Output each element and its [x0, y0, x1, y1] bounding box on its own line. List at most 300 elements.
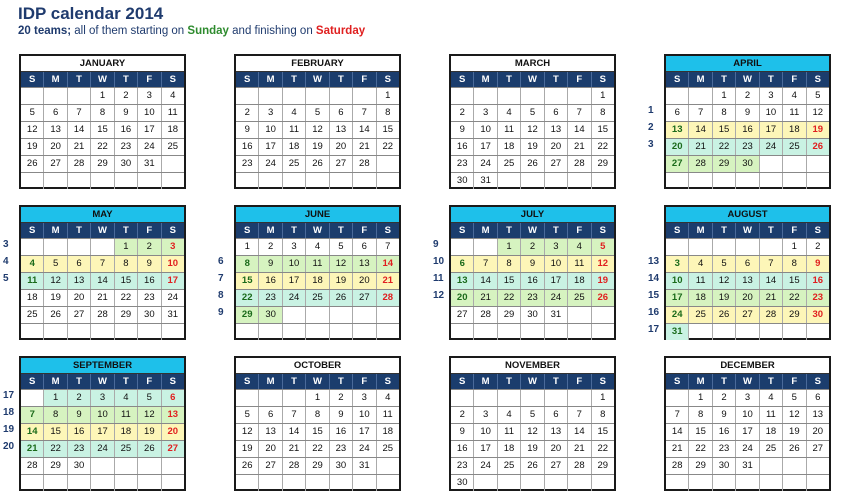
month-title: MARCH — [451, 56, 614, 72]
day-cell: 23 — [451, 458, 474, 474]
day-cell: 14 — [377, 256, 399, 272]
week-row — [666, 474, 829, 491]
weekday-label: M — [44, 223, 67, 238]
day-cell: 7 — [385, 241, 391, 252]
day-cell: 13 — [666, 122, 689, 138]
week-row — [666, 423, 829, 440]
day-cell: 26 — [592, 290, 614, 306]
weekday-header — [451, 223, 614, 238]
day-cell: 1 — [44, 390, 67, 406]
team-number: 11 — [433, 273, 444, 284]
month-title: DECEMBER — [666, 358, 829, 374]
day-cell: 24 — [474, 458, 497, 474]
day-cell: 29 — [689, 458, 712, 474]
weekday-label: S — [21, 223, 44, 238]
day-cell: 11 — [568, 256, 591, 272]
day-cell: 21 — [689, 139, 712, 155]
day-cell — [807, 458, 829, 474]
day-cell: 13 — [812, 409, 824, 420]
day-cell: 11 — [498, 122, 521, 138]
day-cell: 22 — [597, 443, 609, 454]
day-cell: 4 — [21, 256, 44, 272]
subtitle-saturday: Saturday — [315, 25, 366, 37]
day-cell: 26 — [44, 307, 67, 323]
weekday-label: S — [21, 374, 44, 389]
day-cell — [91, 173, 114, 189]
day-cell: 2 — [736, 88, 759, 104]
weekday-label: S — [169, 376, 176, 387]
week-row — [236, 474, 399, 491]
day-cell: 4 — [306, 239, 329, 255]
team-number: 12 — [433, 290, 445, 301]
week-row — [666, 255, 829, 272]
day-cell — [521, 324, 544, 340]
weekday-label: S — [599, 376, 606, 387]
day-cell: 22 — [783, 290, 806, 306]
day-cell: 7 — [91, 256, 114, 272]
team-number: 5 — [3, 273, 9, 284]
day-cell — [21, 239, 44, 255]
month-september — [19, 356, 186, 491]
week-row — [21, 87, 184, 104]
day-cell — [713, 324, 736, 340]
weekday-label: M — [474, 223, 497, 238]
month-july — [449, 205, 616, 340]
day-cell — [353, 475, 376, 491]
week-row — [236, 440, 399, 457]
day-cell: 10 — [474, 122, 497, 138]
weekday-label: S — [814, 74, 821, 85]
day-cell — [44, 324, 67, 340]
weekday-label: T — [713, 374, 736, 389]
day-cell: 19 — [44, 290, 67, 306]
day-cell — [760, 173, 783, 189]
weekday-label: T — [760, 72, 783, 87]
weekday-label: T — [283, 374, 306, 389]
day-cell: 7 — [689, 105, 712, 121]
day-cell — [330, 324, 353, 340]
team-number: 18 — [3, 407, 15, 418]
day-cell: 8 — [783, 256, 806, 272]
day-cell: 12 — [521, 122, 544, 138]
day-cell: 13 — [736, 273, 759, 289]
weekday-label: S — [384, 74, 391, 85]
day-cell — [21, 324, 44, 340]
weekday-label: S — [384, 376, 391, 387]
day-cell — [353, 88, 376, 104]
month-title: FEBRUARY — [236, 56, 399, 72]
day-cell: 12 — [236, 424, 259, 440]
day-cell: 16 — [236, 139, 259, 155]
day-cell: 16 — [736, 122, 759, 138]
month-may — [19, 205, 186, 340]
team-number: 20 — [3, 441, 15, 452]
day-cell: 30 — [330, 458, 353, 474]
day-cell: 23 — [138, 290, 161, 306]
day-cell: 24 — [353, 441, 376, 457]
week-row — [451, 440, 614, 457]
day-cell: 3 — [162, 239, 184, 255]
day-cell: 21 — [353, 139, 376, 155]
weekday-label: F — [783, 223, 806, 238]
day-cell — [568, 475, 591, 491]
week-row — [236, 289, 399, 306]
day-cell: 28 — [21, 458, 44, 474]
weekday-header — [236, 223, 399, 238]
day-cell — [353, 324, 376, 340]
day-cell — [138, 475, 161, 491]
day-cell: 27 — [666, 156, 689, 172]
day-cell: 7 — [283, 407, 306, 423]
day-cell — [760, 156, 783, 172]
day-cell — [236, 173, 259, 189]
day-cell: 1 — [713, 88, 736, 104]
day-cell: 28 — [353, 156, 376, 172]
week-row — [451, 172, 614, 189]
month-august — [664, 205, 831, 340]
day-cell: 6 — [815, 392, 821, 403]
day-cell: 11 — [760, 407, 783, 423]
weekday-label: T — [760, 374, 783, 389]
day-cell: 4 — [283, 105, 306, 121]
day-cell: 3 — [736, 390, 759, 406]
day-cell — [568, 324, 591, 340]
team-number: 3 — [648, 139, 654, 150]
day-cell — [91, 324, 114, 340]
week-row — [236, 457, 399, 474]
weekday-label: W — [521, 374, 544, 389]
week-row — [666, 389, 829, 406]
day-cell — [44, 88, 67, 104]
day-cell — [568, 390, 591, 406]
day-cell — [592, 173, 614, 189]
week-row — [21, 457, 184, 474]
day-cell: 5 — [783, 390, 806, 406]
weekday-header — [21, 374, 184, 389]
weekday-label: T — [283, 223, 306, 238]
day-cell: 23 — [236, 156, 259, 172]
day-cell: 13 — [545, 424, 568, 440]
month-march — [449, 54, 616, 189]
day-cell: 10 — [138, 105, 161, 121]
day-cell — [21, 173, 44, 189]
weekday-header — [21, 223, 184, 238]
day-cell: 9 — [115, 105, 138, 121]
day-cell — [44, 173, 67, 189]
day-cell — [498, 324, 521, 340]
day-cell: 12 — [44, 273, 67, 289]
day-cell — [21, 390, 44, 406]
day-cell: 8 — [236, 256, 259, 272]
day-cell: 1 — [306, 390, 329, 406]
weekday-label: M — [689, 72, 712, 87]
week-row — [666, 238, 829, 255]
day-cell: 18 — [568, 273, 591, 289]
day-cell — [689, 324, 712, 340]
weekday-label: S — [814, 376, 821, 387]
day-cell — [162, 173, 184, 189]
day-cell: 27 — [259, 458, 282, 474]
day-cell: 29 — [91, 156, 114, 172]
day-cell: 24 — [736, 441, 759, 457]
day-cell: 16 — [807, 273, 829, 289]
day-cell: 12 — [713, 273, 736, 289]
day-cell: 19 — [21, 139, 44, 155]
day-cell: 17 — [283, 273, 306, 289]
day-cell: 16 — [713, 424, 736, 440]
day-cell: 30 — [115, 156, 138, 172]
day-cell: 6 — [666, 105, 689, 121]
day-cell: 14 — [760, 273, 783, 289]
day-cell: 17 — [545, 273, 568, 289]
day-cell: 14 — [666, 424, 689, 440]
weekday-label: M — [259, 223, 282, 238]
day-cell: 27 — [353, 290, 376, 306]
day-cell: 17 — [91, 424, 114, 440]
day-cell: 15 — [713, 122, 736, 138]
day-cell: 18 — [783, 122, 806, 138]
page-subtitle — [18, 25, 365, 37]
team-number: 13 — [648, 256, 660, 267]
day-cell: 18 — [760, 424, 783, 440]
day-cell: 15 — [689, 424, 712, 440]
day-cell: 31 — [666, 324, 689, 340]
weekday-label: T — [330, 223, 353, 238]
week-row — [666, 323, 829, 340]
week-row — [236, 389, 399, 406]
month-february — [234, 54, 401, 189]
team-number: 17 — [648, 324, 660, 335]
day-cell: 29 — [306, 458, 329, 474]
day-cell: 17 — [666, 290, 689, 306]
weekday-label: M — [689, 223, 712, 238]
day-cell: 2 — [236, 105, 259, 121]
day-cell: 5 — [592, 239, 614, 255]
team-number: 16 — [648, 307, 660, 318]
day-cell: 27 — [162, 441, 184, 457]
week-row — [236, 104, 399, 121]
day-cell: 19 — [330, 273, 353, 289]
day-cell — [666, 173, 689, 189]
day-cell: 7 — [568, 105, 591, 121]
weekday-label: F — [783, 374, 806, 389]
week-row — [451, 323, 614, 340]
day-cell: 28 — [474, 307, 497, 323]
weekday-label: W — [91, 223, 114, 238]
day-cell: 17 — [162, 273, 184, 289]
day-cell: 20 — [545, 139, 568, 155]
day-cell — [68, 324, 91, 340]
day-cell — [377, 307, 399, 323]
team-number: 14 — [648, 273, 660, 284]
day-cell — [162, 324, 184, 340]
day-cell — [353, 173, 376, 189]
day-cell: 15 — [236, 273, 259, 289]
day-cell: 21 — [377, 273, 399, 289]
day-cell — [498, 475, 521, 491]
day-cell: 15 — [115, 273, 138, 289]
day-cell: 16 — [138, 273, 161, 289]
day-cell — [236, 390, 259, 406]
day-cell — [68, 239, 91, 255]
day-cell — [783, 475, 806, 491]
day-cell: 12 — [812, 107, 824, 118]
day-cell: 3 — [545, 239, 568, 255]
weekday-label: T — [545, 374, 568, 389]
day-cell: 24 — [259, 156, 282, 172]
weekday-header — [236, 72, 399, 87]
day-cell: 8 — [713, 105, 736, 121]
day-cell — [162, 458, 184, 474]
day-cell: 12 — [783, 407, 806, 423]
weekday-label: W — [736, 374, 759, 389]
day-cell — [521, 88, 544, 104]
weekday-label: M — [44, 72, 67, 87]
day-cell — [736, 173, 759, 189]
day-cell: 7 — [21, 407, 44, 423]
day-cell — [498, 390, 521, 406]
day-cell — [306, 173, 329, 189]
day-cell — [760, 475, 783, 491]
day-cell: 23 — [330, 441, 353, 457]
day-cell — [689, 88, 712, 104]
day-cell: 22 — [689, 441, 712, 457]
day-cell: 3 — [138, 88, 161, 104]
day-cell: 11 — [283, 122, 306, 138]
day-cell: 15 — [498, 273, 521, 289]
day-cell: 28 — [689, 156, 712, 172]
team-number: 10 — [433, 256, 445, 267]
day-cell — [236, 88, 259, 104]
day-cell: 25 — [568, 290, 591, 306]
day-cell: 25 — [167, 141, 179, 152]
team-number: 3 — [3, 239, 9, 250]
day-cell: 20 — [736, 290, 759, 306]
day-cell: 4 — [498, 105, 521, 121]
day-cell — [689, 475, 712, 491]
day-cell — [474, 324, 497, 340]
day-cell: 8 — [385, 107, 391, 118]
day-cell: 21 — [474, 290, 497, 306]
day-cell: 16 — [451, 441, 474, 457]
day-cell: 3 — [760, 88, 783, 104]
day-cell: 26 — [236, 458, 259, 474]
weekday-label: T — [330, 72, 353, 87]
day-cell: 25 — [760, 441, 783, 457]
week-row — [21, 121, 184, 138]
team-number: 17 — [3, 390, 15, 401]
day-cell: 21 — [666, 441, 689, 457]
week-row — [666, 306, 829, 323]
day-cell: 8 — [600, 107, 606, 118]
week-row — [451, 138, 614, 155]
weekday-label: T — [283, 72, 306, 87]
week-row — [666, 289, 829, 306]
day-cell: 8 — [600, 409, 606, 420]
day-cell: 18 — [167, 124, 179, 135]
day-cell: 3 — [474, 407, 497, 423]
day-cell: 29 — [783, 307, 806, 323]
week-row — [451, 87, 614, 104]
day-cell: 26 — [330, 290, 353, 306]
weekday-label: W — [306, 223, 329, 238]
day-cell: 22 — [91, 139, 114, 155]
month-june — [234, 205, 401, 340]
day-cell: 27 — [68, 307, 91, 323]
day-cell: 20 — [162, 424, 184, 440]
day-cell: 15 — [306, 424, 329, 440]
day-cell: 21 — [283, 441, 306, 457]
day-cell: 30 — [451, 173, 474, 189]
weekday-label: F — [138, 374, 161, 389]
month-december — [664, 356, 831, 491]
team-number: 1 — [648, 105, 654, 116]
day-cell — [283, 324, 306, 340]
month-title: NOVEMBER — [451, 358, 614, 374]
day-cell: 23 — [115, 139, 138, 155]
day-cell — [783, 173, 806, 189]
day-cell: 15 — [783, 273, 806, 289]
day-cell: 30 — [451, 475, 474, 491]
day-cell: 8 — [498, 256, 521, 272]
day-cell: 25 — [306, 290, 329, 306]
day-cell: 9 — [236, 122, 259, 138]
day-cell: 29 — [115, 307, 138, 323]
day-cell: 16 — [68, 424, 91, 440]
day-cell — [689, 173, 712, 189]
day-cell: 13 — [44, 122, 67, 138]
weekday-label: S — [169, 74, 176, 85]
day-cell — [377, 475, 399, 491]
day-cell: 25 — [115, 441, 138, 457]
month-title: JUNE — [236, 207, 399, 223]
day-cell: 20 — [330, 139, 353, 155]
day-cell: 9 — [713, 407, 736, 423]
weekday-label: S — [21, 72, 44, 87]
day-cell — [521, 390, 544, 406]
day-cell — [283, 173, 306, 189]
day-cell: 19 — [521, 139, 544, 155]
week-row — [236, 155, 399, 172]
day-cell — [474, 239, 497, 255]
week-row — [666, 104, 829, 121]
day-cell: 30 — [68, 458, 91, 474]
week-row — [666, 87, 829, 104]
day-cell — [474, 88, 497, 104]
day-cell — [115, 173, 138, 189]
day-cell: 17 — [736, 424, 759, 440]
day-cell: 8 — [306, 407, 329, 423]
day-cell: 10 — [474, 424, 497, 440]
day-cell: 16 — [330, 424, 353, 440]
day-cell: 10 — [760, 105, 783, 121]
day-cell — [330, 173, 353, 189]
day-cell: 9 — [330, 407, 353, 423]
week-row — [21, 423, 184, 440]
day-cell: 5 — [44, 256, 67, 272]
day-cell: 21 — [21, 441, 44, 457]
day-cell: 2 — [451, 105, 474, 121]
day-cell: 7 — [568, 407, 591, 423]
week-row — [21, 389, 184, 406]
day-cell: 31 — [167, 309, 179, 320]
day-cell: 3 — [474, 105, 497, 121]
day-cell — [138, 458, 161, 474]
day-cell — [306, 324, 329, 340]
week-row — [451, 255, 614, 272]
day-cell: 18 — [115, 424, 138, 440]
day-cell — [451, 239, 474, 255]
